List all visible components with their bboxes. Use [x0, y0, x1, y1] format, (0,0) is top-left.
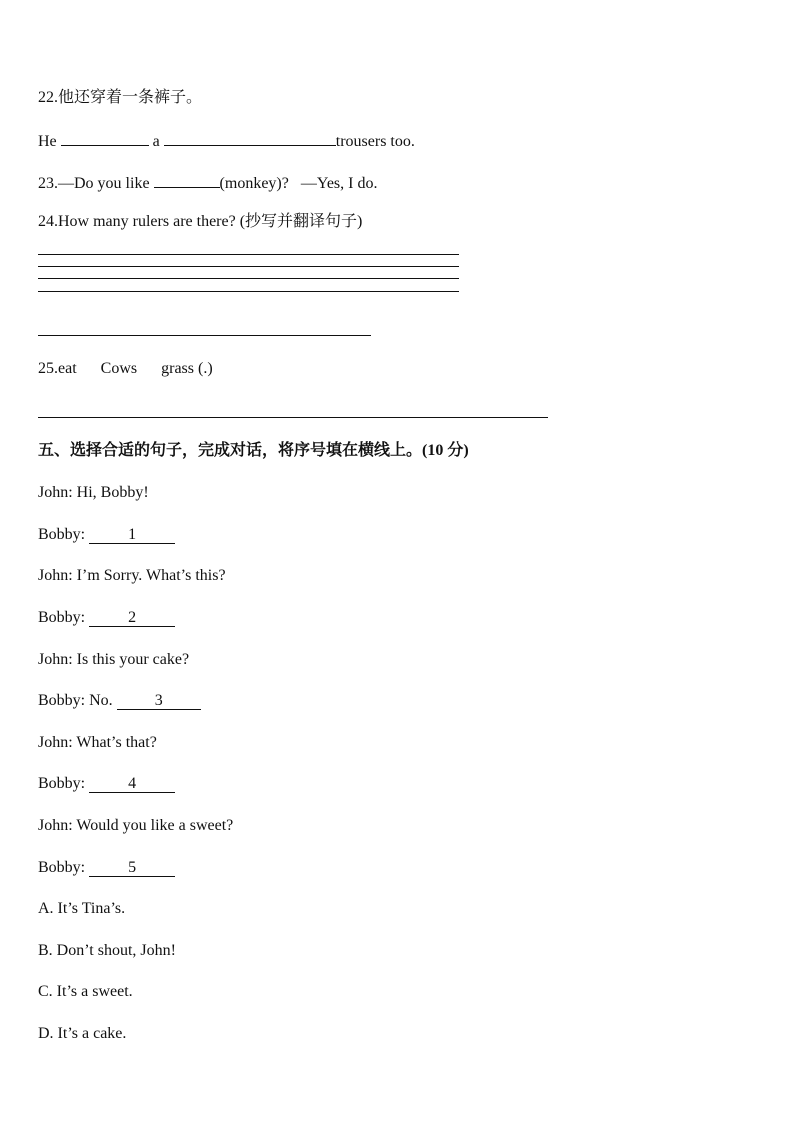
answer-blank-4[interactable]: 4 — [89, 776, 175, 793]
speaker: John: — [38, 817, 73, 834]
dialogue-line-7 — [38, 733, 157, 753]
dialogue-line-10 — [38, 858, 175, 878]
answer-blank-5[interactable]: 5 — [89, 860, 175, 877]
q25-num: 25. — [38, 360, 58, 377]
dialogue-line-4 — [38, 608, 175, 628]
option-c — [38, 982, 133, 1002]
dialogue-text: I’m Sorry. What’s this? — [76, 567, 226, 584]
q23-line — [38, 172, 377, 194]
q24-writing-line-1[interactable] — [38, 254, 459, 255]
speaker: Bobby: — [38, 775, 86, 792]
q25-word-1: eat — [58, 360, 77, 377]
dialogue-text: Is this your cake? — [76, 651, 190, 668]
q22-rest: trousers too. — [335, 133, 415, 150]
speaker: John: — [38, 734, 73, 751]
speaker: John: — [38, 484, 73, 501]
speaker: Bobby: — [38, 609, 86, 626]
dialogue-text: Hi, Bobby! — [76, 484, 149, 501]
option-a — [38, 899, 125, 919]
q22-prompt-text: 22.他还穿着一条裤子。 — [38, 89, 203, 106]
q24-writing-line-2[interactable] — [38, 266, 459, 267]
dialogue-line-2 — [38, 525, 175, 545]
dialogue-line-8 — [38, 774, 175, 794]
dialogue-line-1 — [38, 483, 149, 503]
answer-blank-1[interactable]: 1 — [89, 527, 175, 544]
q24-prompt-text: 24.How many rulers are there? (抄写并翻译句子) — [38, 213, 363, 230]
speaker: John: — [38, 651, 73, 668]
option-b — [38, 941, 176, 961]
dialogue-line-5 — [38, 650, 189, 670]
q22-answer-line — [38, 130, 415, 152]
q23-blank[interactable] — [154, 172, 220, 188]
dialogue-line-6 — [38, 691, 201, 711]
q25-line — [38, 359, 213, 379]
q22-he: He — [38, 133, 57, 150]
answer-blank-3[interactable]: 3 — [117, 693, 201, 710]
speaker: John: — [38, 567, 73, 584]
q24-writing-line-3[interactable] — [38, 278, 459, 279]
q24-translation-line[interactable] — [38, 335, 371, 336]
q25-word-2: Cows — [100, 360, 138, 377]
option-text: B. Don’t shout, John! — [38, 942, 176, 959]
option-text: D. It’s a cake. — [38, 1025, 127, 1042]
option-text: A. It’s Tina’s. — [38, 900, 126, 917]
option-text: C. It’s a sweet. — [38, 983, 133, 1000]
q23-reply: —Yes, I do. — [300, 175, 378, 192]
q24-prompt — [38, 212, 362, 232]
q22-blank-2[interactable] — [164, 130, 336, 146]
q22-a: a — [152, 133, 160, 150]
section5-heading-text: 五、选择合适的句子，完成对话，将序号填在横线上。(10 分) — [38, 442, 469, 459]
q24-writing-line-4[interactable] — [38, 291, 459, 292]
dialogue-text: Would you like a sweet? — [76, 817, 234, 834]
dialogue-line-3 — [38, 566, 226, 586]
speaker: Bobby: — [38, 692, 86, 709]
speaker: Bobby: — [38, 859, 86, 876]
option-d — [38, 1024, 126, 1044]
answer-blank-2[interactable]: 2 — [89, 610, 175, 627]
q25-answer-line[interactable] — [38, 417, 548, 418]
q22-blank-1[interactable] — [61, 130, 149, 146]
dialogue-text: What’s that? — [76, 734, 157, 751]
section5-heading — [38, 441, 469, 461]
dialogue-prefix: No. — [89, 692, 113, 709]
q23-start: 23.—Do you like — [38, 175, 150, 192]
dialogue-line-9 — [38, 816, 233, 836]
speaker: Bobby: — [38, 526, 86, 543]
q25-word-3: grass (.) — [161, 360, 213, 377]
q23-hint: (monkey)? — [219, 175, 289, 192]
q22-prompt — [38, 88, 202, 108]
